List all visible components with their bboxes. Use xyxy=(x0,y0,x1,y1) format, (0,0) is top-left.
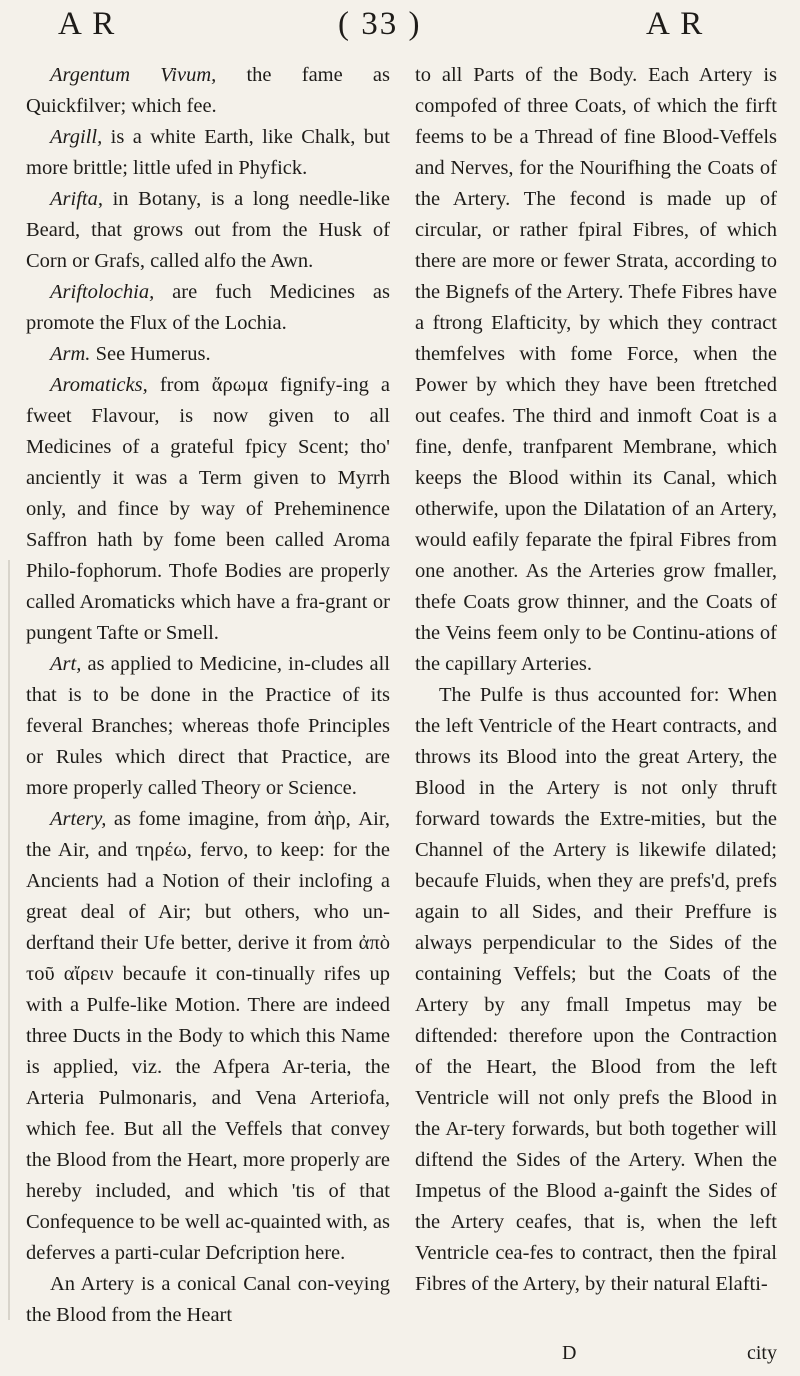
running-header xyxy=(28,6,772,56)
header-right: A R xyxy=(646,6,705,42)
right-column xyxy=(415,60,777,1300)
entry-text: from ἄρωμα fignify-ing a fweet Flavour, is now given to all Medicines of a grateful fpicy Scent; tho' anciently it was a Term given to Myrrh only, and fince by way of Preheminence Saffron hath by fome been called Aroma Philo-fophorum. Thofe Bodies are properly called Aromaticks which have a fra-grant or pungent Tafte or Smell. xyxy=(26,374,390,644)
entry-paragraph xyxy=(26,184,390,277)
entry-paragraph xyxy=(26,277,390,339)
entry-headword: Arifta, xyxy=(50,188,103,210)
entry-text: The Pulfe is thus accounted for: When the left Ventricle of the Heart contracts, and throws its Blood into the great Artery, the Blood in the Artery is not only thruft forward towards the Extre-mities, but the Channel of the Artery is likewife dilated; becaufe Fluids, when they are prefs'd, prefs again to all Sides, and their Preffure is always perpendicular to the Sides of the containing Veffels; but the Coats of the Artery by any fmall Impetus may be diftended: therefore upon the Contraction of the Heart, the Blood from the left Ventricle will not only prefs the Blood in the Ar-tery forwards, but both together will diftend the Sides of the Artery. When the Impetus of the Blood a-gainft the Sides of the Artery ceafes, that is, when the left Ventricle cea-fes to contract, then the fpiral Fibres of the Artery, by their natural Elafti- xyxy=(415,684,777,1295)
entry-paragraph xyxy=(26,649,390,804)
entry-text: An Artery is a conical Canal con-veying the Blood from the Heart xyxy=(26,1273,390,1326)
entry-text: is a white Earth, like Chalk, but more brittle; little ufed in Phyfick. xyxy=(26,126,390,179)
gutter-edge xyxy=(8,560,10,1320)
entry-paragraph xyxy=(415,680,777,1300)
entry-headword: Argentum Vivum, xyxy=(50,64,217,86)
entry-headword: Aromaticks, xyxy=(50,374,148,396)
entry-text: to all Parts of the Body. Each Artery is compofed of three Coats, of which the firft feems to be a Thread of fine Blood-Veffels and Nerves, for the Nourifhing the Coats of the Artery. The fecond is made up of circular, or rather fpiral Fibres, of which there are more or fewer Strata, according to the Bignefs of the Artery. Thefe Fibres have a ftrong Elafticity, by which they contract themfelves with fome Force, when the Power by which they have been ftretched out ceafes. The third and inmoft Coat is a fine, denfe, tranfparent Membrane, which keeps the Blood within its Canal, which otherwife, upon the Dilatation of an Artery, would eafily feparate the fpiral Fibres from one another. As the Arteries grow fmaller, thefe Coats grow thinner, and the Coats of the Veins feem only to be Continu-ations of the capillary Arteries. xyxy=(415,64,777,675)
entry-headword: Art, xyxy=(50,653,82,675)
catchword: city xyxy=(747,1342,777,1364)
page-number: ( 33 ) xyxy=(338,6,422,42)
entry-paragraph xyxy=(415,60,777,680)
entry-text: as applied to Medicine, in-cludes all that is to be done in the Practice of its feveral Branches; whereas thofe Principles or Rules which direct that Practice, are more properly called Theory or Science. xyxy=(26,653,390,799)
entry-text: See Humerus. xyxy=(90,343,211,365)
entry-paragraph xyxy=(26,370,390,649)
entry-text: in Botany, is a long needle-like Beard, that grows out from the Husk of Corn or Grafs, called alfo the Awn. xyxy=(26,188,390,272)
header-left: A R xyxy=(58,6,117,42)
entry-headword: Arm. xyxy=(50,343,91,365)
entry-headword: Ariftolochia, xyxy=(50,281,155,303)
entry-paragraph xyxy=(26,122,390,184)
signature-mark: D xyxy=(562,1342,577,1364)
entry-paragraph xyxy=(26,60,390,122)
entry-text: are fuch Medicines as promote the Flux of the Lochia. xyxy=(26,281,390,334)
page-footer xyxy=(415,1342,777,1372)
left-column xyxy=(26,60,390,1331)
entry-paragraph xyxy=(26,339,390,370)
entry-text: the fame as Quickfilver; which fee. xyxy=(26,64,390,117)
entry-paragraph xyxy=(26,1269,390,1331)
entry-headword: Argill, xyxy=(50,126,103,148)
entry-text: as fome imagine, from ἀὴρ, Air, the Air, and τηρέω, fervo, to keep: for the Ancients had a Notion of their inclofing a great deal of Air; but others, who un-derftand their Ufe better, derive it from ἀπὸ τοῦ αἴρειν becaufe it con-tinually rifes up with a Pulfe-like Motion. There are indeed three Ducts in the Body to which this Name is applied, viz. the Afpera Ar-teria, the Arteria Pulmonaris, and Vena Arteriofa, which fee. But all the Veffels that convey the Blood from the Heart, more properly are hereby included, and which 'tis of that Confequence to be well ac-quainted with, as deferves a parti-cular Defcription here. xyxy=(26,808,390,1264)
entry-paragraph xyxy=(26,804,390,1269)
entry-headword: Artery, xyxy=(50,808,107,830)
